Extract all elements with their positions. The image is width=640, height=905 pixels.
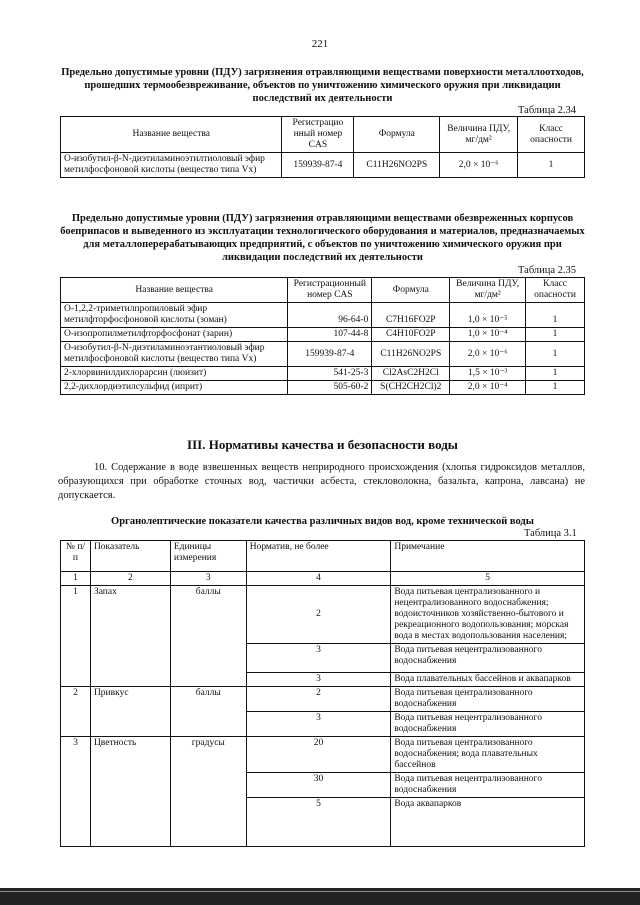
scan-bottom-edge (0, 888, 640, 905)
header-formula: Формула (354, 117, 440, 153)
header-name: Название вещества (61, 278, 288, 303)
note: Вода питьевая централизованного водоснабжения; вода плавательных бассейнов (391, 737, 585, 773)
cas-number: 96-64-0 (288, 303, 372, 328)
hazard-class: 1 (518, 153, 585, 178)
header-note: Примечание (391, 541, 585, 572)
table-row (61, 737, 585, 773)
header-pdu: Величина ПДУ, мг/дм² (450, 278, 526, 303)
formula: S(CH2CH2Cl)2 (372, 381, 450, 395)
header-norm: Норматив, не более (246, 541, 391, 572)
row-num: 3 (61, 737, 91, 847)
table-row (61, 381, 585, 395)
substance-name: 2-хлорвинилдихлорарсин (люизит) (61, 367, 288, 381)
header-cas: Регистрацио нный номер CAS (282, 117, 354, 153)
table-2-35-label: Таблица 2.35 (518, 265, 577, 276)
cas-number: 107-44-8 (288, 328, 372, 342)
table-row (61, 303, 585, 328)
pdu-value: 1,0 × 10⁻⁵ (450, 303, 526, 328)
substance-name: О-1,2,2-триметилпропиловый эфир метилфторфосфоновой кислоты (зоман) (61, 303, 288, 328)
pdu-value: 2,0 × 10⁻⁶ (440, 153, 518, 178)
cas-number: 505-60-2 (288, 381, 372, 395)
table-row (61, 328, 585, 342)
table-3-1-label: Таблица 3.1 (524, 528, 577, 539)
header-num: № п/п (61, 541, 91, 572)
substance-name: О-изопропилметилфторфосфонат (зарин) (61, 328, 288, 342)
table-row (61, 367, 585, 381)
section3-subheading: Органолептические показатели качества различных видов вод, кроме технической воды (111, 516, 534, 527)
note: Вода питьевая нецентрализованного водоснабжения (391, 644, 585, 673)
indicator: Запах (90, 586, 170, 687)
row-num: 1 (61, 586, 91, 687)
hazard-class: 1 (526, 328, 585, 342)
table-2-34-label: Таблица 2.34 (518, 105, 577, 116)
table-2-35 (60, 277, 585, 395)
table-2-34 (60, 116, 585, 178)
norm: 20 (246, 737, 391, 773)
col-num-5: 5 (391, 572, 585, 586)
note: Вода питьевая централизованного и нецентрализованного водоснабжения; водоисточников хозяйственно-бытового и рекреационного водопользования; морская вода в местах водопользования населения; (391, 586, 585, 644)
norm: 3 (246, 644, 391, 673)
header-unit: Единицы измерения (170, 541, 246, 572)
formula: C4H10FO2P (372, 328, 450, 342)
substance-name: О-изобутил-β-N-диэтиламиноэтантиоловый эфир метилфосфоновой кислоты (вещество типа Vx) (61, 342, 288, 367)
norm: 30 (246, 773, 391, 798)
table-row (61, 687, 585, 712)
note: Вода питьевая централизованного водоснабжения (391, 687, 585, 712)
note: Вода аквапарков (391, 798, 585, 847)
col-num-1: 1 (61, 572, 91, 586)
norm: 2 (246, 687, 391, 712)
hazard-class: 1 (526, 367, 585, 381)
indicator: Привкус (90, 687, 170, 737)
cas-number: 541-25-3 (288, 367, 372, 381)
header-class: Класс опасности (526, 278, 585, 303)
pdu-value: 1,5 × 10⁻³ (450, 367, 526, 381)
pdu-value: 2,0 × 10⁻⁴ (450, 381, 526, 395)
substance-name: 2,2-дихлордиэтилсульфид (иприт) (61, 381, 288, 395)
pdu-value: 1,0 × 10⁻⁴ (450, 328, 526, 342)
formula: Cl2AsC2H2Cl (372, 367, 450, 381)
note: Вода плавательных бассейнов и аквапарков (391, 673, 585, 687)
unit: баллы (170, 586, 246, 687)
cas-number: 159939-87-4 (282, 153, 354, 178)
note: Вода питьевая нецентрализованного водоснабжения (391, 712, 585, 737)
hazard-class: 1 (526, 342, 585, 367)
header-formula: Формула (372, 278, 450, 303)
page-number: 221 (311, 38, 329, 50)
table-row (61, 586, 585, 644)
norm: 3 (246, 712, 391, 737)
formula: C7H16FO2P (372, 303, 450, 328)
norm: 2 (246, 586, 391, 644)
substance-name: О-изобутил-β-N-диэтиламиноэтилтиоловый эфир метилфосфоновой кислоты (вещество типа Vx) (61, 153, 282, 178)
section1-heading: Предельно допустимые уровни (ПДУ) загрязнения отравляющими веществами поверхности металлоотходов, прошедших термообезвреживание, объектов по уничтожению химического оружия при ликвидации последствий их деятельности (61, 67, 584, 104)
unit: баллы (170, 687, 246, 737)
formula: C11H26NO2PS (354, 153, 440, 178)
hazard-class: 1 (526, 381, 585, 395)
header-pdu: Величина ПДУ, мг/дм² (440, 117, 518, 153)
row-num: 2 (61, 687, 91, 737)
header-class: Класс опасности (518, 117, 585, 153)
unit: градусы (170, 737, 246, 847)
norm: 5 (246, 798, 391, 847)
norm: 3 (246, 673, 391, 687)
hazard-class: 1 (526, 303, 585, 328)
header-indicator: Показатель (90, 541, 170, 572)
pdu-value: 2,0 × 10⁻⁶ (450, 342, 526, 367)
section2-heading: Предельно допустимые уровни (ПДУ) загрязнения отравляющими веществами обезвреженных корпусов боеприпасов и выведенного из эксплуатации технологического оборудования и материалов, предназначаемых для металлоперерабатывающих предприятий, с объектов по уничтожению химического оружия при ликвидации последствий их деятельности (60, 213, 585, 263)
cas-number: 159939-87-4 (288, 342, 372, 367)
table-row (61, 342, 585, 367)
col-num-4: 4 (246, 572, 391, 586)
note: Вода питьевая нецентрализованного водоснабжения (391, 773, 585, 798)
col-num-3: 3 (170, 572, 246, 586)
formula: C11H26NO2PS (372, 342, 450, 367)
col-num-2: 2 (90, 572, 170, 586)
indicator: Цветность (90, 737, 170, 847)
paragraph-10: 10. Содержание в воде взвешенных веществ неприродного происхождения (хлопья гидроксидов металлов, образующихся при обработке сточных вод, частички асбеста, стекловолокна, базальта, капрона, лавсана) не допускается. (58, 462, 585, 501)
header-cas: Регистрационный номер CAS (288, 278, 372, 303)
header-name: Название вещества (61, 117, 282, 153)
section3-title: III. Нормативы качества и безопасности воды (187, 437, 458, 452)
table-row (61, 153, 585, 178)
table-3-1 (60, 540, 585, 847)
